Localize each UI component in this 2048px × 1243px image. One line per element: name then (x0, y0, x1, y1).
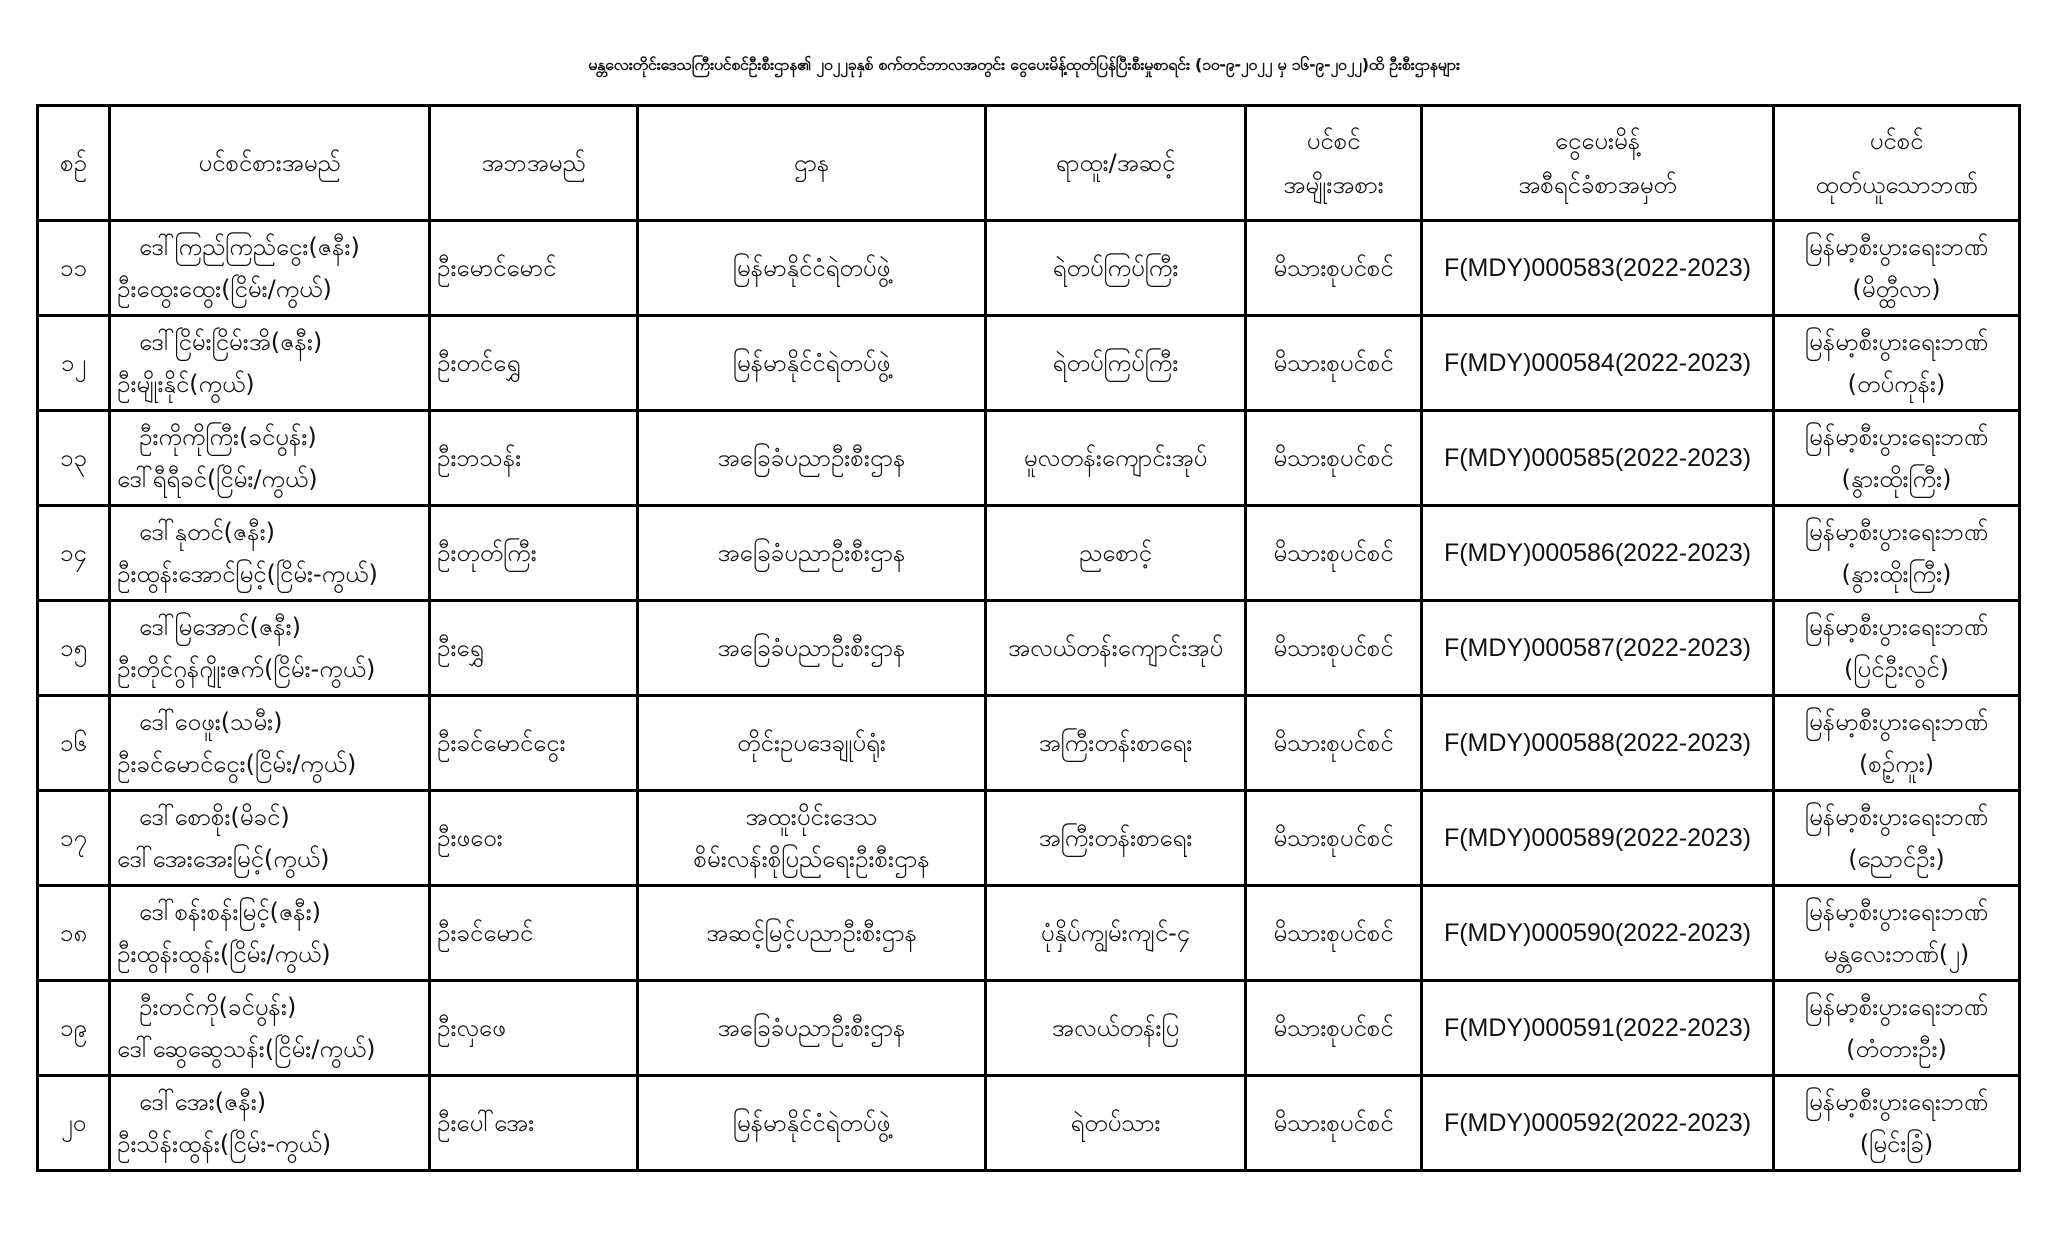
type-text: မိသားစုပင်စင် (1273, 919, 1394, 947)
name-text: ဒေါ်ဝေဖူး(သမီး) (139, 708, 283, 736)
bank-text: မြန်မာ့စီးပွားရေးဘဏ် (1804, 328, 1989, 356)
no-text: ၁၃ (60, 444, 87, 472)
order-text: F(MDY)000592(2022-2023) (1443, 1109, 1752, 1137)
department-cell (638, 506, 986, 601)
dept-text: မြန်မာနိုင်ငံရဲတပ်ဖွဲ့ (732, 349, 891, 377)
pension-bank-cell (1774, 506, 2020, 601)
order-text: F(MDY)000584(2022-2023) (1443, 349, 1752, 377)
bank-text: (ပြင်ဦးလွင်) (1844, 655, 1949, 683)
pension-type-cell (1246, 316, 1422, 411)
rank-text: ရဲတပ်ကြပ်ကြီး (1052, 349, 1179, 377)
father-name-cell (430, 886, 638, 981)
father-name-cell (430, 411, 638, 506)
bank-text: မန္တလေးဘဏ်(၂) (1823, 940, 1970, 968)
department-cell (638, 221, 986, 316)
rank-cell (986, 601, 1246, 696)
pension-type-cell (1246, 411, 1422, 506)
type-text: မိသားစုပင်စင် (1273, 1014, 1394, 1042)
payment-order-no-cell (1422, 791, 1774, 886)
payment-order-no-cell (1422, 1076, 1774, 1171)
bank-text: မြန်မာ့စီးပွားရေးဘဏ် (1804, 993, 1989, 1021)
rank-text: အကြီးတန်းစာရေး (1038, 824, 1193, 852)
rank-cell (986, 221, 1246, 316)
pension-type-cell (1246, 886, 1422, 981)
header-father-name: အဘအမည် (430, 106, 638, 221)
type-text: မိသားစုပင်စင် (1273, 634, 1394, 662)
rank-text: အလယ်တန်းပြ (1051, 1014, 1180, 1042)
bank-text: မြန်မာ့စီးပွားရေးဘဏ် (1804, 518, 1989, 546)
rank-text: မူလတန်းကျောင်းအုပ် (1023, 444, 1208, 472)
pension-bank-cell (1774, 696, 2020, 791)
rank-text: ပုံနှိပ်ကျွမ်းကျင်-၄ (1040, 919, 1191, 947)
father-name-cell (430, 791, 638, 886)
serial-no-cell (38, 316, 110, 411)
pensioner-name-cell (110, 316, 430, 411)
dept-text: အခြေခံပညာဦးစီးဌာန (717, 539, 906, 567)
department-cell (638, 696, 986, 791)
department-cell (638, 316, 986, 411)
pension-bank-cell (1774, 1076, 2020, 1171)
page-title: မန္တလေးတိုင်းဒေသကြီးပင်စင်ဦးစီးဌာန၏ ၂၀၂၂ခုနှစ် စက်တင်ဘာလအတွင်း ငွေပေးမိန့်ထုတ်ပြန်ပြီးစီးမှုစာရင်း (၁၀-၉-၂၀၂၂ မှ ၁၆-၉-၂၀၂၂)ထိ ဦးစီးဌာနများ (588, 55, 1460, 74)
table-row (38, 411, 2020, 506)
bank-text: (နွားထိုးကြီး) (1841, 560, 1952, 588)
header-pension-bank: ပင်စင် ထုတ်ယူသောဘဏ် (1774, 106, 2020, 221)
bank-text: မြန်မာ့စီးပွားရေးဘဏ် (1804, 233, 1989, 261)
header-payment-order-no: ငွေပေးမိန့် အစီရင်ခံစာအမှတ် (1422, 106, 1774, 221)
dept-text: တိုင်းဥပဒေချုပ်ရုံး (737, 729, 886, 757)
name-text: ဒေါ်စောစိုး(မိခင်) (139, 803, 290, 831)
type-text: မိသားစုပင်စင် (1273, 444, 1394, 472)
rank-cell (986, 696, 1246, 791)
father-text: ဦးပေါ်အေး (437, 1109, 535, 1137)
department-cell (638, 1076, 986, 1171)
bank-text: မြန်မာ့စီးပွားရေးဘဏ် (1804, 423, 1989, 451)
dept-text: အခြေခံပညာဦးစီးဌာန (717, 444, 906, 472)
father-text: ဦးဘသန်း (437, 444, 522, 472)
pension-payment-table (36, 104, 2021, 1172)
bank-text: (မိတ္ထီလာ) (1852, 275, 1941, 303)
name-text: ဒေါ်မြအောင်(ဇနီး) (139, 613, 301, 641)
bank-text: (နွားထိုးကြီး) (1841, 465, 1952, 493)
rank-cell (986, 886, 1246, 981)
no-text: ၁၉ (60, 1014, 87, 1042)
type-text: မိသားစုပင်စင် (1273, 254, 1394, 282)
rank-cell (986, 506, 1246, 601)
payment-order-no-cell (1422, 506, 1774, 601)
name-text: ဒေါ်ရီရီခင်(ငြိမ်း/ကွယ်) (117, 465, 318, 493)
department-cell (638, 886, 986, 981)
name-text: ဒေါ်ဆွေဆွေသန်း(ငြိမ်း/ကွယ်) (117, 1035, 376, 1063)
father-name-cell (430, 696, 638, 791)
father-text: ဦးခင်မောင်ငွေး (437, 729, 566, 757)
father-name-cell (430, 981, 638, 1076)
serial-no-cell (38, 886, 110, 981)
no-text: ၁၂ (60, 349, 87, 377)
rank-cell (986, 316, 1246, 411)
table-row (38, 791, 2020, 886)
rank-text: ရဲတပ်ကြပ်ကြီး (1052, 254, 1179, 282)
name-text: ဦးမျိုးနိုင်(ကွယ်) (117, 370, 255, 398)
department-cell (638, 981, 986, 1076)
serial-no-cell (38, 506, 110, 601)
name-text: ဒေါ်ကြည်ကြည်ငွေး(ဇနီး) (139, 233, 360, 261)
no-text: ၂၀ (60, 1109, 87, 1137)
name-text: ဦးထွန်းအောင်မြင့်(ငြိမ်း-ကွယ်) (117, 560, 378, 588)
order-text: F(MDY)000587(2022-2023) (1443, 634, 1752, 662)
pension-bank-cell (1774, 316, 2020, 411)
dept-text: အဆင့်မြင့်ပညာဦးစီးဌာန (706, 919, 917, 947)
header-serial-no: စဉ် (38, 106, 110, 221)
pensioner-name-cell (110, 506, 430, 601)
bank-text: မြန်မာ့စီးပွားရေးဘဏ် (1804, 708, 1989, 736)
name-text: ဒေါ်အေး(ဇနီး) (139, 1088, 267, 1116)
name-text: ဦးထွေးထွေး(ငြိမ်း/ကွယ်) (117, 275, 332, 303)
name-text: ဦးသိန်းထွန်း(ငြိမ်း-ကွယ်) (117, 1130, 332, 1158)
bank-text: (တပ်ကုန်း) (1847, 370, 1946, 398)
department-cell (638, 411, 986, 506)
name-text: ဦးတင်ကို(ခင်ပွန်း) (139, 993, 297, 1021)
order-text: F(MDY)000591(2022-2023) (1443, 1014, 1752, 1042)
bank-text: မြန်မာ့စီးပွားရေးဘဏ် (1804, 803, 1989, 831)
serial-no-cell (38, 981, 110, 1076)
no-text: ၁၄ (60, 539, 87, 567)
father-text: ဦးတင်ရွှေ (437, 349, 521, 377)
pension-type-cell (1246, 1076, 1422, 1171)
order-text: F(MDY)000585(2022-2023) (1443, 444, 1752, 472)
pension-type-cell (1246, 696, 1422, 791)
table-row (38, 981, 2020, 1076)
department-cell (638, 791, 986, 886)
table-row (38, 316, 2020, 411)
father-name-cell (430, 601, 638, 696)
table-header-row (38, 106, 2020, 221)
pensioner-name-cell (110, 1076, 430, 1171)
table-row (38, 601, 2020, 696)
father-text: ဦးမောင်မောင် (437, 254, 557, 282)
dept-text: အထူးပိုင်းဒေသ (745, 803, 878, 831)
serial-no-cell (38, 696, 110, 791)
type-text: မိသားစုပင်စင် (1273, 349, 1394, 377)
name-text: ဒေါ်အေးအေးမြင့်(ကွယ်) (117, 845, 330, 873)
father-text: ဦးတုတ်ကြီး (437, 539, 537, 567)
serial-no-cell (38, 411, 110, 506)
pensioner-name-cell (110, 886, 430, 981)
rank-cell (986, 791, 1246, 886)
pensioner-name-cell (110, 981, 430, 1076)
serial-no-cell (38, 221, 110, 316)
no-text: ၁၈ (59, 919, 88, 947)
no-text: ၁၅ (60, 634, 87, 662)
payment-order-no-cell (1422, 696, 1774, 791)
dept-text: မြန်မာနိုင်ငံရဲတပ်ဖွဲ့ (732, 254, 891, 282)
pension-type-cell (1246, 791, 1422, 886)
pension-bank-cell (1774, 221, 2020, 316)
type-text: မိသားစုပင်စင် (1273, 1109, 1394, 1137)
order-text: F(MDY)000586(2022-2023) (1443, 539, 1752, 567)
table-body (38, 221, 2020, 1171)
order-text: F(MDY)000588(2022-2023) (1443, 729, 1752, 757)
bank-text: (မြင်းခြံ) (1859, 1130, 1934, 1158)
pensioner-name-cell (110, 221, 430, 316)
dept-text: စိမ်းလန်းစိုပြည်ရေးဦးစီးဌာန (693, 845, 930, 873)
no-text: ၁၁ (60, 254, 87, 282)
father-text: ဦးလှဖေ (437, 1014, 506, 1042)
type-text: မိသားစုပင်စင် (1273, 729, 1394, 757)
father-text: ဦးခင်မောင် (437, 919, 534, 947)
father-text: ဦးဖဝေး (437, 824, 503, 852)
type-text: မိသားစုပင်စင် (1273, 539, 1394, 567)
table-row (38, 506, 2020, 601)
pension-type-cell (1246, 506, 1422, 601)
order-text: F(MDY)000589(2022-2023) (1443, 824, 1752, 852)
bank-text: မြန်မာ့စီးပွားရေးဘဏ် (1804, 613, 1989, 641)
rank-cell (986, 1076, 1246, 1171)
header-department: ဌာန (638, 106, 986, 221)
pension-type-cell (1246, 981, 1422, 1076)
father-name-cell (430, 506, 638, 601)
no-text: ၁၇ (60, 824, 87, 852)
table-row (38, 886, 2020, 981)
table-row (38, 221, 2020, 316)
bank-text: (စဉ့်ကူး) (1858, 750, 1935, 778)
rank-cell (986, 411, 1246, 506)
header-pensioner-name: ပင်စင်စားအမည် (110, 106, 430, 221)
rank-text: အလယ်တန်းကျောင်းအုပ် (1007, 634, 1223, 662)
pension-bank-cell (1774, 411, 2020, 506)
pension-bank-cell (1774, 886, 2020, 981)
dept-text: အခြေခံပညာဦးစီးဌာန (717, 634, 906, 662)
pensioner-name-cell (110, 791, 430, 886)
pensioner-name-cell (110, 601, 430, 696)
type-text: မိသားစုပင်စင် (1273, 824, 1394, 852)
father-name-cell (430, 1076, 638, 1171)
bank-text: (တံတားဦး) (1846, 1035, 1947, 1063)
order-text: F(MDY)000590(2022-2023) (1443, 919, 1752, 947)
pension-bank-cell (1774, 601, 2020, 696)
serial-no-cell (38, 791, 110, 886)
bank-text: မြန်မာ့စီးပွားရေးဘဏ် (1804, 898, 1989, 926)
order-text: F(MDY)000583(2022-2023) (1443, 254, 1752, 282)
bank-text: (ညောင်ဦး) (1848, 845, 1945, 873)
name-text: ဦးတိုင်ဂွန်ဂျိုးဇက်(ငြိမ်း-ကွယ်) (117, 655, 376, 683)
name-text: ဦးကိုကိုကြီး(ခင်ပွန်း) (139, 423, 317, 451)
father-name-cell (430, 316, 638, 411)
pension-type-cell (1246, 601, 1422, 696)
payment-order-no-cell (1422, 316, 1774, 411)
payment-order-no-cell (1422, 411, 1774, 506)
rank-cell (986, 981, 1246, 1076)
father-text: ဦးရွှေ (437, 634, 484, 662)
payment-order-no-cell (1422, 601, 1774, 696)
pensioner-name-cell (110, 411, 430, 506)
rank-text: ညစောင့် (1079, 539, 1152, 567)
rank-text: ရဲတပ်သား (1070, 1109, 1161, 1137)
pension-type-cell (1246, 221, 1422, 316)
bank-text: မြန်မာ့စီးပွားရေးဘဏ် (1804, 1088, 1989, 1116)
serial-no-cell (38, 1076, 110, 1171)
pension-bank-cell (1774, 791, 2020, 886)
name-text: ဒေါ်နုတင်(ဇနီး) (139, 518, 276, 546)
payment-order-no-cell (1422, 221, 1774, 316)
father-name-cell (430, 221, 638, 316)
table-row (38, 1076, 2020, 1171)
pension-bank-cell (1774, 981, 2020, 1076)
rank-text: အကြီးတန်းစာရေး (1038, 729, 1193, 757)
serial-no-cell (38, 601, 110, 696)
name-text: ဦးခင်မောင်ငွေး(ငြိမ်း/ကွယ်) (117, 750, 357, 778)
payment-order-no-cell (1422, 981, 1774, 1076)
name-text: ဦးထွန်းထွန်း(ငြိမ်း/ကွယ်) (117, 940, 331, 968)
dept-text: အခြေခံပညာဦးစီးဌာန (717, 1014, 906, 1042)
pensioner-name-cell (110, 696, 430, 791)
no-text: ၁၆ (60, 729, 87, 757)
dept-text: မြန်မာနိုင်ငံရဲတပ်ဖွဲ့ (732, 1109, 891, 1137)
payment-order-no-cell (1422, 886, 1774, 981)
department-cell (638, 601, 986, 696)
name-text: ဒေါ်ငြိမ်းငြိမ်းအိ(ဇနီး) (139, 328, 323, 356)
header-pension-type: ပင်စင် အမျိုးအစား (1246, 106, 1422, 221)
table-row (38, 696, 2020, 791)
header-rank: ရာထူး/အဆင့် (986, 106, 1246, 221)
name-text: ဒေါ်စန်းစန်းမြင့်(ဇနီး) (139, 898, 322, 926)
